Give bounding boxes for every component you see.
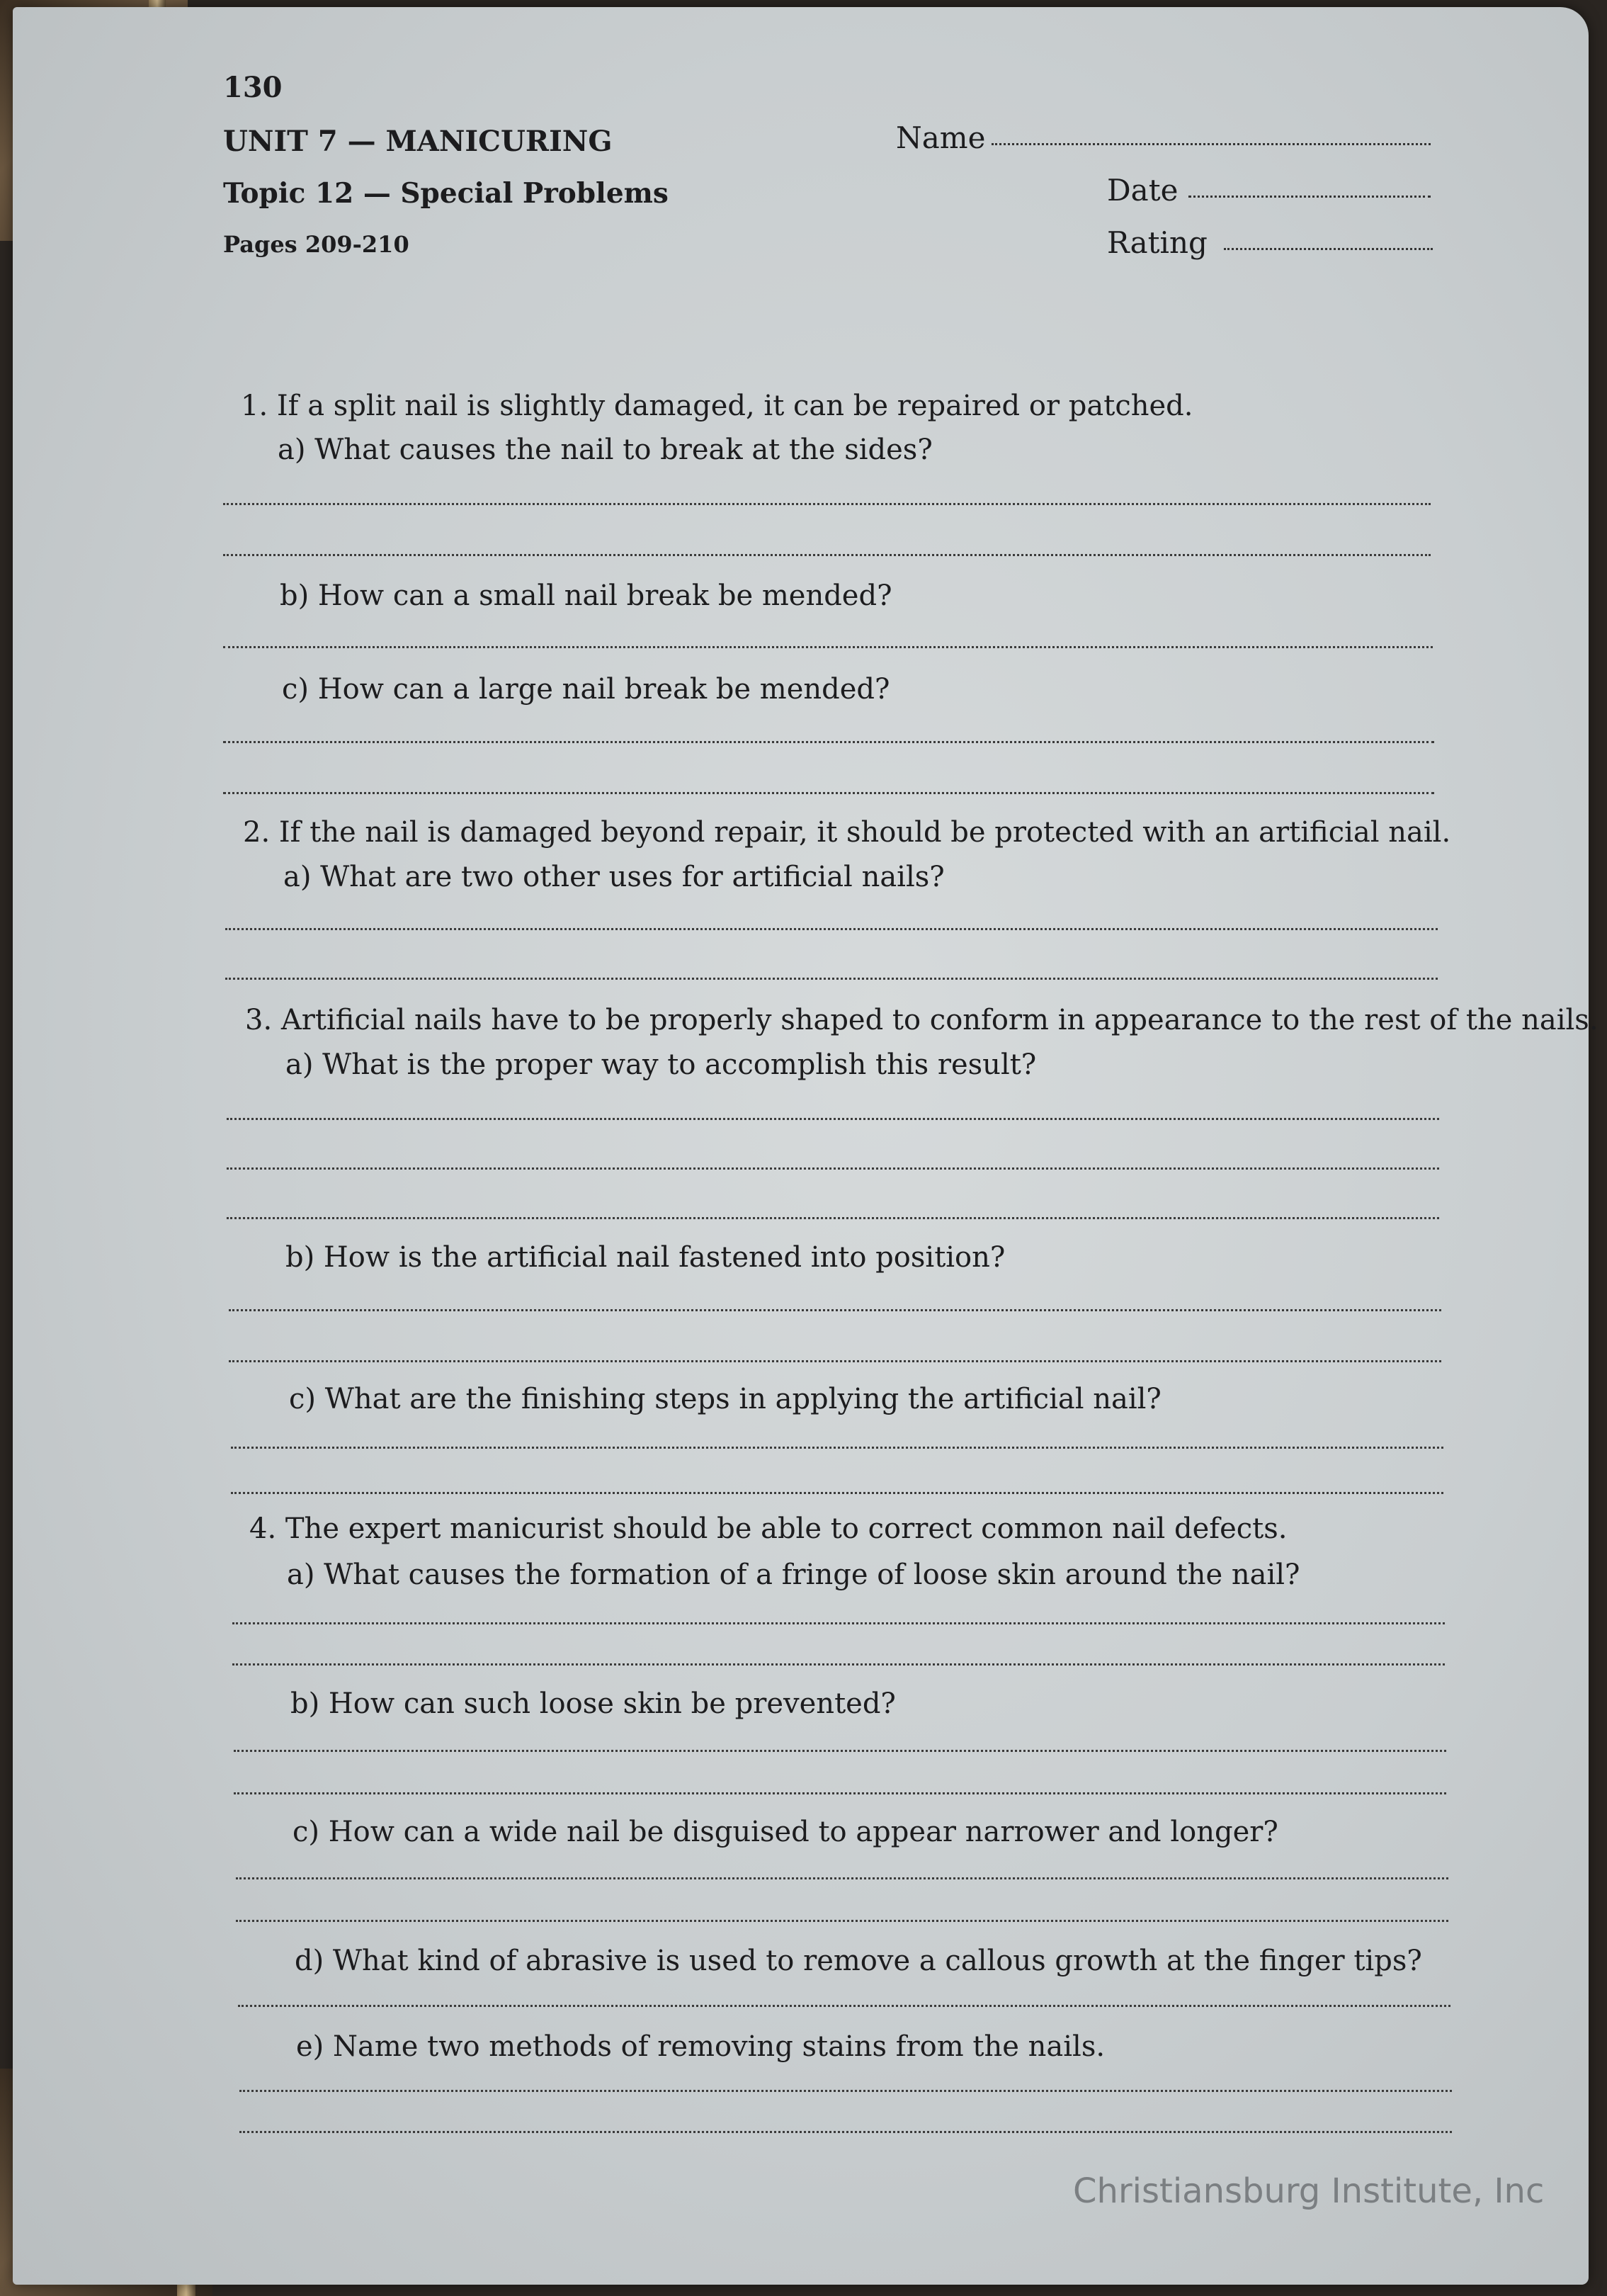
question-1a: a) What causes the nail to break at the sides? (278, 434, 933, 466)
question-3b: b) How is the artificial nail fastened into position? (285, 1241, 1006, 1274)
question-2-stem: 2. If the nail is damaged beyond repair, it should be protected with an artificial nail. (243, 816, 1451, 849)
answer-line-1a-2[interactable] (223, 554, 1431, 556)
question-3-stem: 3. Artificial nails have to be properly shaped to conform in appearance to the rest of the nails. (245, 1004, 1599, 1036)
answer-line-4b-2[interactable] (234, 1792, 1446, 1794)
page-reference: Pages 209-210 (223, 231, 409, 258)
date-field[interactable] (1188, 196, 1431, 198)
question-1b: b) How can a small nail break be mended? (280, 579, 892, 612)
watermark-text: Christiansburg Institute, Inc (1073, 2171, 1545, 2211)
question-2a: a) What are two other uses for artificial nails? (283, 861, 945, 893)
answer-line-4b-1[interactable] (234, 1750, 1446, 1752)
question-4-stem: 4. The expert manicurist should be able to correct common nail defects. (249, 1512, 1288, 1545)
answer-line-3c-1[interactable] (231, 1447, 1443, 1449)
answer-line-3a-1[interactable] (227, 1118, 1439, 1120)
answer-line-3b-1[interactable] (229, 1309, 1441, 1311)
unit-title: UNIT 7 — MANICURING (223, 125, 613, 158)
question-3c: c) What are the finishing steps in applying the artificial nail? (289, 1383, 1162, 1415)
worksheet-page (13, 7, 1589, 2285)
question-4e: e) Name two methods of removing stains from the nails. (296, 2030, 1106, 2063)
answer-line-4e-2[interactable] (239, 2131, 1452, 2133)
question-1-stem: 1. If a split nail is slightly damaged, it can be repaired or patched. (241, 390, 1193, 422)
answer-line-3a-2[interactable] (227, 1167, 1439, 1170)
answer-line-4a-2[interactable] (232, 1663, 1445, 1666)
answer-line-4c-1[interactable] (236, 1877, 1448, 1879)
answer-line-1c-2[interactable] (223, 792, 1434, 794)
answer-line-1b-1[interactable] (223, 646, 1433, 648)
rating-label: Rating (1107, 225, 1208, 260)
topic-title: Topic 12 — Special Problems (223, 177, 669, 210)
question-4a: a) What causes the formation of a fringe of loose skin around the nail? (287, 1559, 1300, 1591)
date-label: Date (1107, 173, 1179, 208)
answer-line-3a-3[interactable] (227, 1217, 1439, 1219)
question-1c: c) How can a large nail break be mended? (282, 673, 890, 706)
answer-line-4d-1[interactable] (238, 2005, 1450, 2007)
question-4d: d) What kind of abrasive is used to remove a callous growth at the finger tips? (295, 1945, 1422, 1977)
answer-line-2a-1[interactable] (225, 928, 1438, 930)
answer-line-4e-1[interactable] (239, 2090, 1452, 2092)
answer-line-3c-2[interactable] (231, 1492, 1443, 1494)
answer-line-3b-2[interactable] (229, 1360, 1441, 1362)
answer-line-4c-2[interactable] (236, 1920, 1448, 1922)
name-label: Name (896, 120, 986, 155)
rating-field[interactable] (1224, 248, 1433, 250)
answer-line-4a-1[interactable] (232, 1622, 1445, 1624)
question-3a: a) What is the proper way to accomplish this result? (285, 1048, 1037, 1081)
question-4c: c) How can a wide nail be disguised to appear narrower and longer? (293, 1816, 1278, 1848)
question-4b: b) How can such loose skin be prevented? (290, 1687, 896, 1720)
answer-line-1a-1[interactable] (223, 503, 1431, 505)
name-field[interactable] (992, 143, 1431, 145)
page-number: 130 (223, 71, 283, 104)
answer-line-1c-1[interactable] (223, 741, 1434, 743)
answer-line-2a-2[interactable] (225, 978, 1438, 980)
